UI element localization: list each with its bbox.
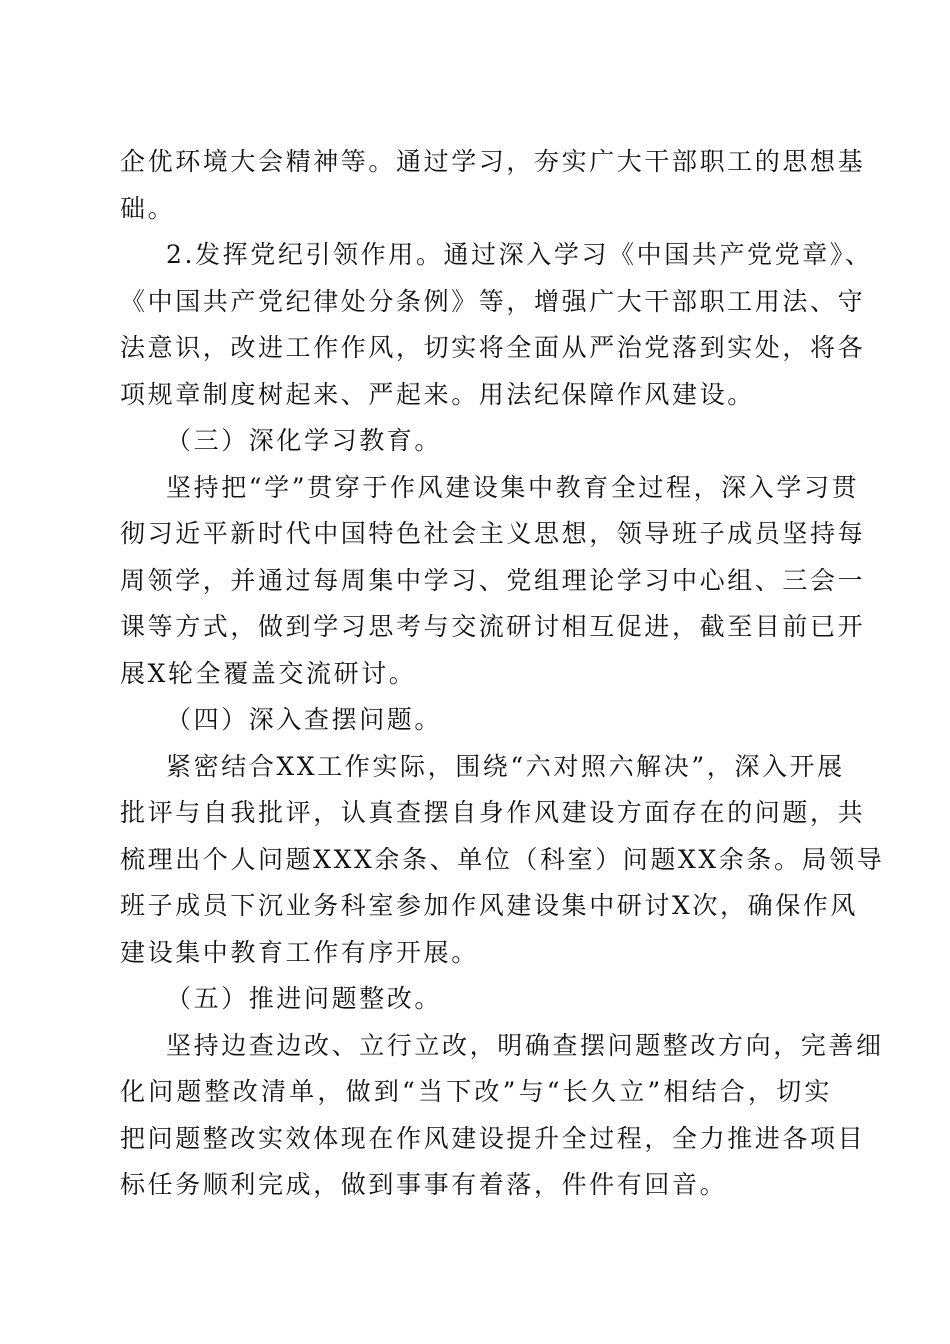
paragraph-line: 建设集中教育工作有序开展。 (120, 937, 479, 967)
section-heading: （三）深化学习教育。 (166, 426, 443, 455)
document-body (120, 139, 885, 1209)
section-heading: （四）深入查摆问题。 (166, 705, 443, 734)
paragraph-line: 坚持边查边改、立行立改，明确查摆问题整改方向，完善细 (166, 1030, 884, 1060)
paragraph-line: 《中国共产党纪律处分条例》等，增强广大干部职工用法、守 (120, 286, 866, 316)
paragraph-line: 项规章制度树起来、严起来。用法纪保障作风建设。 (120, 379, 755, 409)
paragraph-line: 坚持把“学”贯穿于作风建设集中教育全过程，深入学习贯 (166, 472, 860, 502)
paragraph-line: 企优环境大会精神等。通过学习，夯实广大干部职工的思想基 (120, 147, 866, 176)
paragraph-line: 化问题整改清单，做到“当下改”与“长久立”相结合，切实 (120, 1077, 832, 1106)
paragraph-line: 2.发挥党纪引领作用。通过深入学习《中国共产党党章》、 (166, 240, 873, 269)
paragraph-line: 批评与自我批评，认真查摆自身作风建设方面存在的问题，共 (120, 798, 866, 827)
paragraph-line: 课等方式，做到学习思考与交流研讨相互促进，截至目前已开 (120, 612, 866, 641)
paragraph-line: 法意识，改进工作作风，切实将全面从严治党落到实处，将各 (120, 333, 866, 362)
paragraph-line: 周领学，并通过每周集中学习、党组理论学习中心组、三会一 (120, 565, 866, 595)
paragraph-line: 紧密结合XX工作实际，围绕“六对照六解决”，深入开展 (166, 751, 845, 781)
paragraph-line: 梳理出个人问题XXX余条、单位（科室）问题XX余条。局领导 (120, 844, 885, 874)
paragraph-line: 展X轮全覆盖交流研讨。 (120, 658, 417, 688)
section-heading: （五）推进问题整改。 (166, 984, 443, 1013)
paragraph-line: 把问题整改实效体现在作风建设提升全过程，全力推进各项目 (120, 1123, 866, 1153)
paragraph-line: 彻习近平新时代中国特色社会主义思想，领导班子成员坚持每 (120, 519, 866, 548)
paragraph-line: 标任务顺利完成，做到事事有着落，件件有回音。 (120, 1170, 728, 1199)
paragraph-line: 班子成员下沉业务科室参加作风建设集中研讨X次，确保作风 (120, 891, 858, 920)
paragraph-line: 础。 (120, 193, 176, 223)
